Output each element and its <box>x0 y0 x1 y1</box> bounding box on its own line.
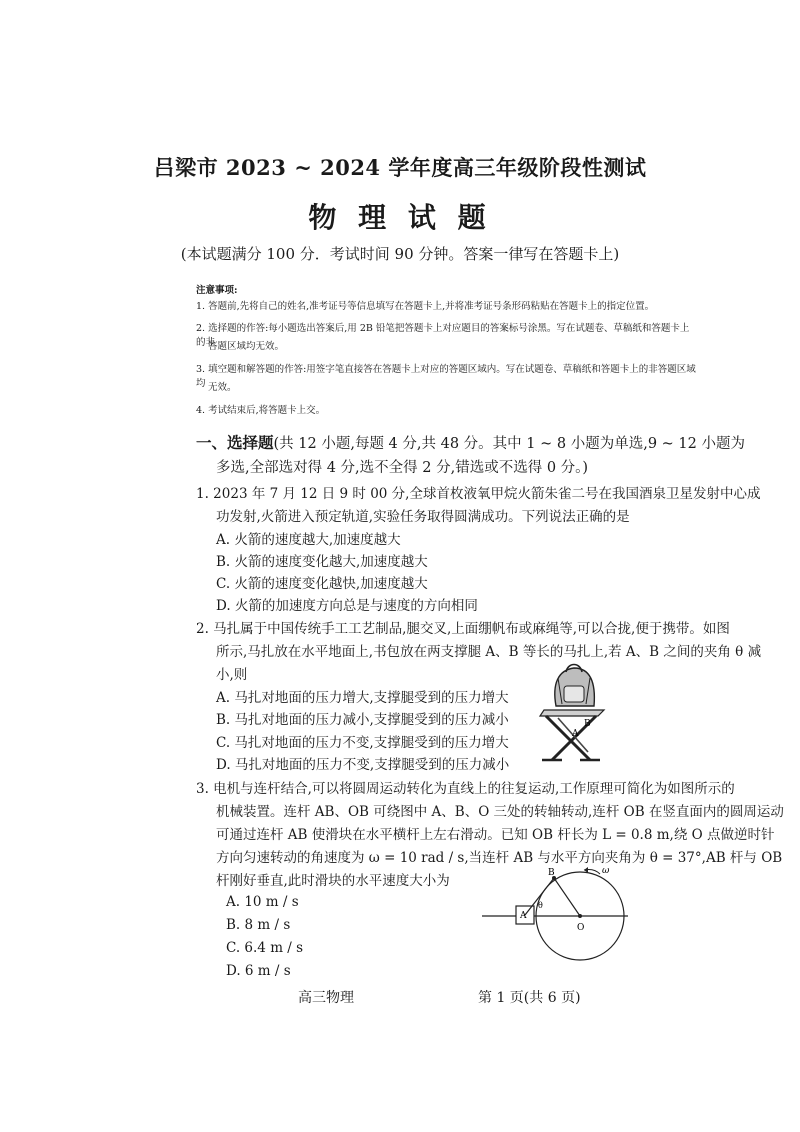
q3-label-a: A <box>520 911 527 921</box>
q2-label-b: B <box>584 719 591 729</box>
q2-stem-3: 小,则 <box>216 667 248 683</box>
q1-option-d: D. 火箭的加速度方向总是与速度的方向相同 <box>216 598 478 614</box>
q2-option-d: D. 马扎对地面的压力不变,支撑腿受到的压力减小 <box>216 757 510 773</box>
q1-option-a: A. 火箭的速度越大,加速度越大 <box>216 532 401 548</box>
q3-option-c: C. 6.4 m / s <box>226 940 304 956</box>
q1-option-c: C. 火箭的速度变化越快,加速度越大 <box>216 576 428 592</box>
q2-option-c: C. 马扎对地面的压力不变,支撑腿受到的压力增大 <box>216 735 509 751</box>
q1-stem-2: 功发射,火箭进入预定轨道,实验任务取得圆满成功。下列说法正确的是 <box>216 509 630 525</box>
q3-label-b: B <box>548 868 555 878</box>
q3-stem-3: 可通过连杆 AB 使滑块在水平横杆上左右滑动。已知 OB 杆长为 L = 0.8 m,绕 O 点做逆时针 <box>216 827 775 843</box>
exam-title: 吕梁市 2023 ~ 2024 学年度高三年级阶段性测试 <box>153 155 647 180</box>
q2-label-a: A <box>572 729 579 739</box>
footer-subject: 高三物理 <box>298 990 354 1006</box>
notice-item-1: 1. 答题前,先将自己的姓名,准考证号等信息填写在答题卡上,并将准考证号条形码粘贴在答题卡上的指定位置。 <box>196 301 655 312</box>
q3-label-omega: ω <box>602 866 610 876</box>
school-bag-icon <box>555 665 595 707</box>
notice-item-2: 2. 选择题的作答:每小题选出答案后,用 2B 铅笔把答题卡上对应题目的答案标号涂黑。写在试题卷、草稿纸和答题卡上的非 <box>196 323 690 348</box>
stool-figure <box>528 656 618 768</box>
q1-stem-1: 1. 2023 年 7 月 12 日 9 时 00 分,全球首枚液氧甲烷火箭朱雀二号在我国酒泉卫星发射中心成 <box>196 486 761 502</box>
q3-label-o: O <box>577 923 585 933</box>
q3-label-theta: θ <box>538 901 543 910</box>
section-1-heading: 一、选择题 <box>196 433 274 452</box>
q3-stem-5: 杆刚好垂直,此时滑块的水平速度大小为 <box>216 873 450 889</box>
notice-heading: 注意事项: <box>196 285 238 296</box>
q3-stem-1: 3. 电机与连杆结合,可以将圆周运动转化为直线上的往复运动,工作原理可简化为如图所示的 <box>196 781 735 797</box>
q3-stem-2: 机械装置。连杆 AB、OB 可绕图中 A、B、O 三处的转轴转动,连杆 OB 在竖直面内的圆周运动 <box>216 804 784 820</box>
q1-option-b: B. 火箭的速度变化越大,加速度越大 <box>216 554 428 570</box>
subject-title: 物 理 试 题 <box>308 201 492 234</box>
exam-note: (本试题满分 100 分．考试时间 90 分钟。答案一律写在答题卡上) <box>180 245 620 263</box>
section-1-line-1 <box>196 431 745 453</box>
q3-stem-4: 方向匀速转动的角速度为 ω = 10 rad / s,当连杆 AB 与水平方向夹角为 θ = 37°,AB 杆与 OB <box>216 850 783 866</box>
q3-option-b: B. 8 m / s <box>226 917 291 933</box>
notice-item-2-cont: 答题区域均无效。 <box>208 341 285 352</box>
q2-option-b: B. 马扎对地面的压力减小,支撑腿受到的压力减小 <box>216 712 509 728</box>
q2-stem-1: 2. 马扎属于中国传统手工工艺制品,腿交叉,上面绷帆布或麻绳等,可以合拢,便于携带。如图 <box>196 621 730 637</box>
q3-option-d: D. 6 m / s <box>226 963 291 979</box>
q3-option-a: A. 10 m / s <box>226 894 299 910</box>
notice-item-3-cont: 无效。 <box>208 382 237 393</box>
notice-item-4: 4. 考试结束后,将答题卡上交。 <box>196 405 326 416</box>
footer-page-number: 第 1 页(共 6 页) <box>478 990 581 1006</box>
rod-ob <box>554 878 580 916</box>
crank-slider-figure <box>480 862 630 966</box>
notice-item-3: 3. 填空题和解答题的作答:用签字笔直接答在答题卡上对应的答题区域内。写在试题卷、草稿纸和答题卡上的非答题区域均 <box>196 364 696 389</box>
q2-stem-2: 所示,马扎放在水平地面上,书包放在两支撑腿 A、B 等长的马扎上,若 A、B 之间的夹角 θ 减 <box>216 644 762 660</box>
section-1-desc: (共 12 小题,每题 4 分,共 48 分。其中 1 ~ 8 小题为单选,9 ~ 12 小题为 <box>273 436 745 452</box>
q2-option-a: A. 马扎对地面的压力增大,支撑腿受到的压力增大 <box>216 690 509 706</box>
section-1-line-2: 多选,全部选对得 4 分,选不全得 2 分,错选或不选得 0 分。) <box>216 460 589 476</box>
pivot-o <box>578 914 582 918</box>
